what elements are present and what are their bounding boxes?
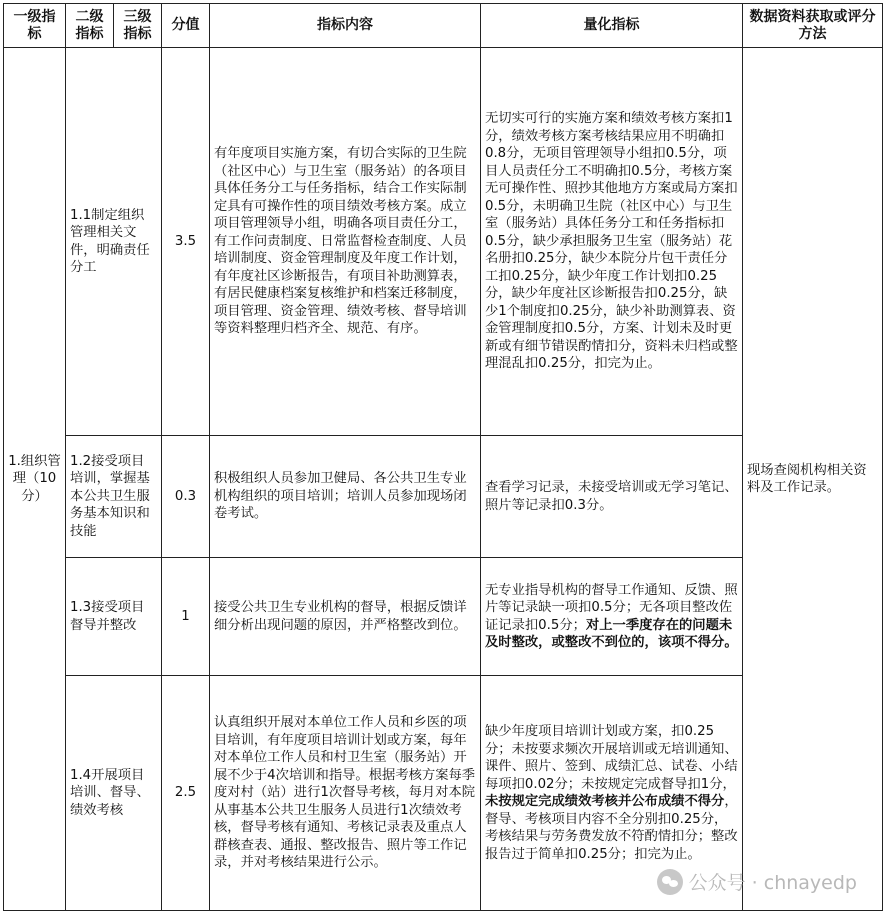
watermark-text: 公众号 · chnayedp: [688, 872, 857, 894]
quant-bold-text: 对上一季度存在的问题未及时整改，或整改不到位的，该项不得分。: [485, 617, 738, 650]
header-level1: 一级指标: [4, 4, 66, 48]
header-row: [4, 4, 883, 48]
level1-indicator: 1.组织管理（10分）: [4, 48, 66, 911]
quant-text: 无专业指导机构的督导工作通知、反馈、照片等记录缺一项扣0.5分；无各项目整改佐证记录扣0.5分；: [485, 582, 738, 633]
indicator-score: 2.5: [162, 676, 210, 911]
indicator-quantified: [481, 558, 743, 676]
table-row: [4, 48, 883, 436]
assessment-table: [3, 3, 883, 911]
indicator-name: 1.2接受项目培训，掌握基本公共卫生服务基本知识和技能: [66, 436, 162, 558]
indicator-score: 3.5: [162, 48, 210, 436]
header-quantified: 量化指标: [481, 4, 743, 48]
header-score: 分值: [162, 4, 210, 48]
quant-text: ，督导、考核项目内容不全分别扣0.25分，考核结果与劳务费发放不符酌情扣分；整改报告过于简单扣0.25分；扣完为止。: [485, 794, 738, 862]
header-level3: 三级指标: [114, 4, 162, 48]
indicator-score: 1: [162, 558, 210, 676]
indicator-quantified: 无切实可行的实施方案和绩效考核方案扣1分，绩效考核方案考核结果应用不明确扣0.8分，无项目管理领导小组扣0.5分，项目人员责任分工不明确扣0.5分，考核方案无可操作性、照抄其他地方方案或局方案扣0.5分，未明确卫生院（社区中心）与卫生室（服务站）具体任务分工和任务指标扣0.5分，缺少承担服务卫生室（服务站）花名册扣0.25分，缺少本院分片包干责任分工扣0.25分，缺少年度工作计划扣0.25分，缺少年度社区诊断报告扣0.25分，缺少1个制度扣0.25分，缺少补助测算表、资金管理制度扣0.5分，方案、计划未及时更新或有细节错误酌情扣分，资料未归档或整理混乱扣0.25分，扣完为止。: [481, 48, 743, 436]
watermark: [657, 868, 857, 895]
indicator-name: 1.4开展项目培训、督导、绩效考核: [66, 676, 162, 911]
indicator-content: 接受公共卫生专业机构的督导，根据反馈详细分析出现问题的原因，并严格整改到位。: [210, 558, 481, 676]
header-method: 数据资料获取或评分方法: [743, 4, 883, 48]
indicator-score: 0.3: [162, 436, 210, 558]
indicator-content: 积极组织人员参加卫健局、各公共卫生专业机构组织的项目培训；培训人员参加现场闭卷考试。: [210, 436, 481, 558]
indicator-name: 1.1制定组织管理相关文件，明确责任分工: [66, 48, 162, 436]
indicator-content: 有年度项目实施方案，有切合实际的卫生院（社区中心）与卫生室（服务站）的各项目具体任务分工与任务指标，结合工作实际制定具有可操作性的项目绩效考核方案。成立项目管理领导小组，明确各项目责任分工，有工作问责制度、日常监督检查制度、人员培训制度、资金管理制度及年度工作计划，有年度社区诊断报告，有项目补助测算表，有居民健康档案复核维护和档案迁移制度，项目管理、资金管理、绩效考核、督导培训等资料整理归档齐全、规范、有序。: [210, 48, 481, 436]
header-content: 指标内容: [210, 4, 481, 48]
wechat-icon: [657, 869, 683, 895]
quant-text: 缺少年度项目培训计划或方案，扣0.25分；未按要求频次开展培训或无培训通知、课件、照片、签到、成绩汇总、试卷、小结每项扣0.02分；未按规定完成督导扣1分，: [485, 724, 738, 792]
indicator-quantified: 查看学习记录，未接受培训或无学习笔记、照片等记录扣0.3分。: [481, 436, 743, 558]
header-level2: 二级指标: [66, 4, 114, 48]
assessment-method: 现场查阅机构相关资料及工作记录。: [743, 48, 883, 911]
quant-bold-text: 未按规定完成绩效考核并公布成绩不得分: [485, 794, 725, 809]
indicator-name: 1.3接受项目督导并整改: [66, 558, 162, 676]
indicator-content: 认真组织开展对本单位工作人员和乡医的项目培训，有年度项目培训计划或方案，每年对本单位工作人员和村卫生室（服务站）开展不少于4次培训和指导。根据考核方案每季度对村（站）进行1次督导考核，每月对本院从事基本公共卫生服务人员进行1次绩效考核，督导考核有通知、考核记录表及重点人群核查表、通报、整改报告、照片等工作记录，并对考核结果进行公示。: [210, 676, 481, 911]
